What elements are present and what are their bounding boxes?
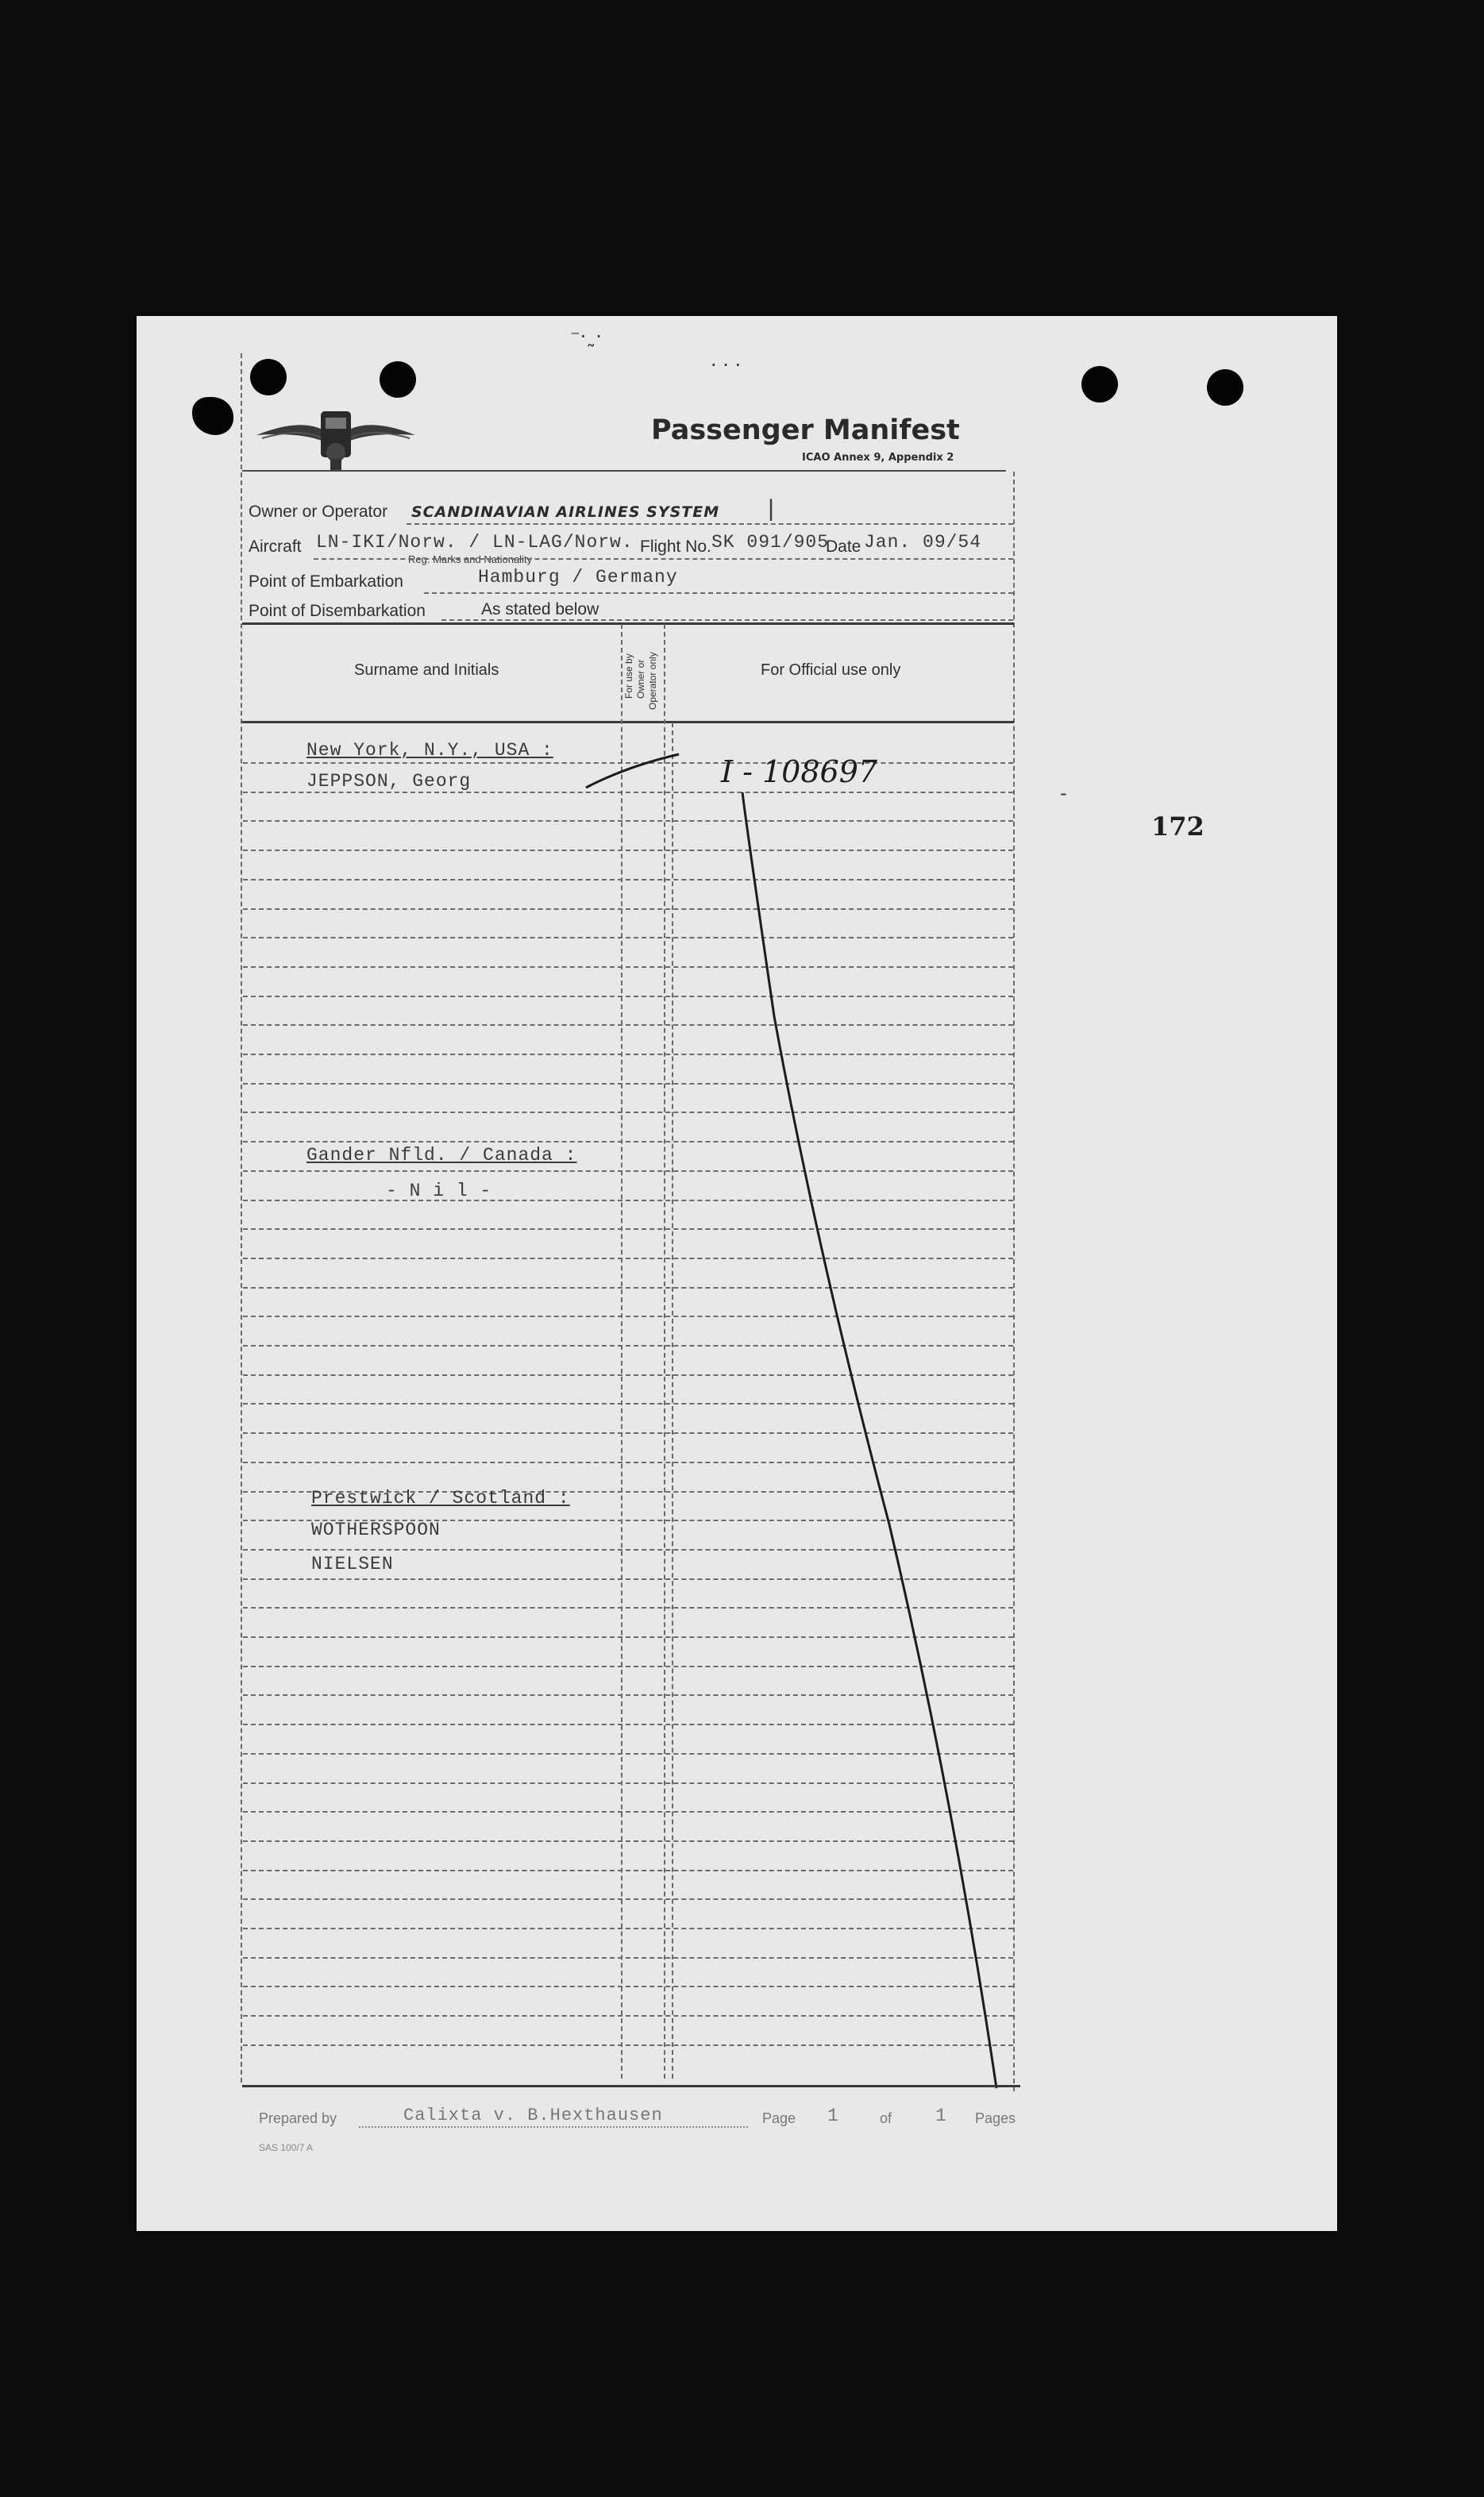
page-label: Page bbox=[762, 2110, 796, 2126]
stray-mark: ⁻·˷· bbox=[570, 326, 602, 348]
passenger-jeppson: JEPPSON, Georg bbox=[306, 771, 472, 792]
aircraft-value: LN-IKI/Norw. / LN-LAG/Norw. bbox=[316, 532, 634, 553]
official-note: I - 108697 bbox=[721, 754, 878, 789]
embarkation-value: Hamburg / Germany bbox=[478, 567, 678, 588]
col-official-header: For Official use only bbox=[761, 661, 901, 679]
stop-prestwick: Prestwick / Scotland : bbox=[311, 1488, 570, 1509]
col-operator-header-2: Owner or bbox=[635, 659, 646, 699]
owner-label: Owner or Operator bbox=[249, 503, 388, 521]
col-name-header: Surname and Initials bbox=[354, 661, 499, 679]
stop-new-york: New York, N.Y., USA : bbox=[306, 740, 553, 761]
of-label: of bbox=[880, 2110, 892, 2126]
embarkation-label: Point of Embarkation bbox=[249, 572, 403, 591]
disembarkation-label: Point of Disembarkation bbox=[249, 602, 426, 620]
col-operator-header-3: Operator only bbox=[647, 652, 658, 710]
passenger-wotherspoon: WOTHERSPOON bbox=[311, 1520, 441, 1540]
form-code: SAS 100/7 A bbox=[259, 2142, 314, 2153]
stop-gander: Gander Nfld. / Canada : bbox=[306, 1145, 577, 1166]
owner-divider: | bbox=[764, 497, 780, 524]
prepared-rule bbox=[359, 2126, 748, 2128]
stray-mark: - bbox=[1060, 782, 1067, 804]
table-bottom-rule bbox=[242, 2085, 1020, 2087]
stop-gander-nil: - N i l - bbox=[386, 1181, 492, 1201]
date-label: Date bbox=[826, 538, 861, 556]
date-value: Jan. 09/54 bbox=[864, 532, 982, 553]
flight-label: Flight No. bbox=[640, 538, 711, 556]
disembarkation-value: As stated below bbox=[481, 600, 599, 618]
aircraft-caption: Reg. Marks and Nationality bbox=[408, 553, 533, 565]
prepared-value: Calixta v. B.Hexthausen bbox=[403, 2106, 663, 2125]
flight-value: SK 091/905 bbox=[711, 532, 830, 553]
stray-mark: · · · bbox=[711, 354, 742, 376]
col-operator-header-1: For use by bbox=[623, 653, 634, 699]
page-value: 1 bbox=[827, 2106, 839, 2126]
of-value: 1 bbox=[935, 2106, 947, 2126]
aircraft-label: Aircraft bbox=[249, 538, 302, 556]
prepared-label: Prepared by bbox=[259, 2110, 337, 2126]
form-subtitle: ICAO Annex 9, Appendix 2 bbox=[802, 452, 954, 464]
pages-label: Pages bbox=[975, 2110, 1016, 2126]
archive-page-number: 172 bbox=[1151, 811, 1205, 842]
form-title: Passenger Manifest bbox=[651, 414, 960, 446]
passenger-nielsen: NIELSEN bbox=[311, 1554, 394, 1574]
owner-value: SCANDINAVIAN AIRLINES SYSTEM bbox=[411, 503, 720, 521]
